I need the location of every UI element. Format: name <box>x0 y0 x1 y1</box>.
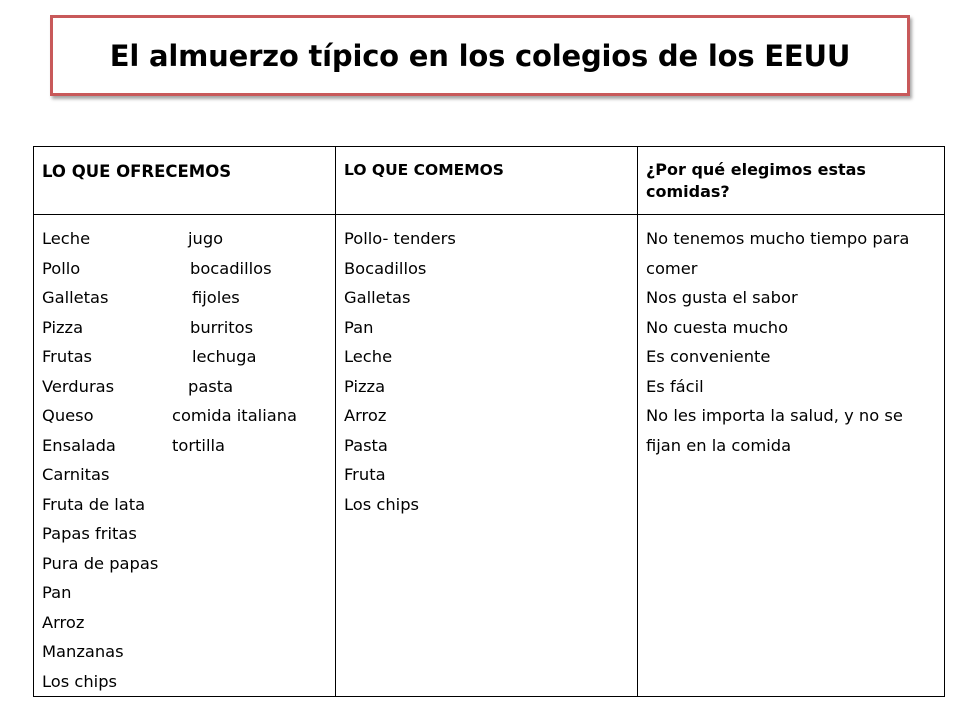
header-cell-ofrecemos <box>34 147 336 215</box>
lunch-table <box>33 146 945 697</box>
offered-item: comida italiana <box>172 406 297 425</box>
eaten-item: Pollo- tenders <box>344 229 456 248</box>
razones-list <box>638 215 944 460</box>
eaten-item: Arroz <box>344 406 387 425</box>
offered-item: Pura de papas <box>42 553 159 573</box>
eaten-item: Galletas <box>344 288 411 307</box>
eaten-item: Pizza <box>344 376 386 396</box>
offered-item: Carnitas <box>42 465 110 484</box>
offered-item: tortilla <box>172 435 225 455</box>
title-box <box>50 15 910 96</box>
list-item <box>42 224 335 254</box>
offered-item: Leche <box>42 229 91 248</box>
table-header-row <box>34 147 945 215</box>
offered-item: pasta <box>188 376 234 396</box>
offered-item: fijoles <box>192 288 240 307</box>
page-title: El almuerzo típico en los colegios de los EEUU <box>109 38 851 73</box>
list-item <box>42 313 335 343</box>
reason-item: Es fácil <box>646 376 704 396</box>
eaten-item: Pan <box>344 317 374 337</box>
offered-item: Pizza <box>42 317 84 337</box>
offered-item: Pan <box>42 583 72 602</box>
reason-item: No tenemos mucho tiempo para comer <box>646 229 910 278</box>
offered-item: Papas fritas <box>42 524 137 543</box>
header-cell-comemos <box>336 147 638 215</box>
offered-item: bocadillos <box>190 258 272 278</box>
offered-item: Verduras <box>42 376 115 396</box>
eaten-item: Los chips <box>344 494 420 514</box>
offered-item: Queso <box>42 406 94 425</box>
list-item <box>42 372 335 402</box>
table-body-row <box>34 215 945 697</box>
offered-item: lechuga <box>192 347 257 366</box>
eaten-item: Pasta <box>344 435 388 455</box>
list-item <box>42 431 335 461</box>
cell-comemos <box>336 215 638 697</box>
offered-item: Manzanas <box>42 642 124 661</box>
header-ofrecemos: LO QUE OFRECEMOS <box>42 162 232 181</box>
offered-item: Arroz <box>42 612 85 632</box>
offered-item: burritos <box>190 317 254 337</box>
offered-item: Pollo <box>42 258 81 278</box>
header-razones: ¿Por qué elegimos estas comidas? <box>646 160 866 201</box>
comemos-list <box>336 215 637 519</box>
header-comemos: LO QUE COMEMOS <box>344 161 504 179</box>
reason-item: No les importa la salud, y no se fijan en la comida <box>646 406 903 455</box>
offered-item: Galletas <box>42 288 109 307</box>
list-item <box>42 254 335 284</box>
reason-item: Es conveniente <box>646 347 771 366</box>
reason-item: Nos gusta el sabor <box>646 288 798 307</box>
offered-item: Los chips <box>42 671 118 691</box>
header-cell-razones <box>638 147 945 215</box>
cell-razones <box>638 215 945 697</box>
reason-item: No cuesta mucho <box>646 317 789 337</box>
ofrecemos-list <box>34 215 335 696</box>
offered-item: Ensalada <box>42 435 116 455</box>
eaten-item: Bocadillos <box>344 258 427 278</box>
eaten-item: Leche <box>344 347 393 366</box>
eaten-item: Fruta <box>344 465 386 484</box>
offered-item: Fruta de lata <box>42 494 146 514</box>
list-item <box>42 342 335 372</box>
offered-item: Frutas <box>42 347 93 366</box>
cell-ofrecemos <box>34 215 336 697</box>
offered-item: jugo <box>188 229 224 248</box>
list-item <box>42 283 335 313</box>
list-item <box>42 401 335 431</box>
